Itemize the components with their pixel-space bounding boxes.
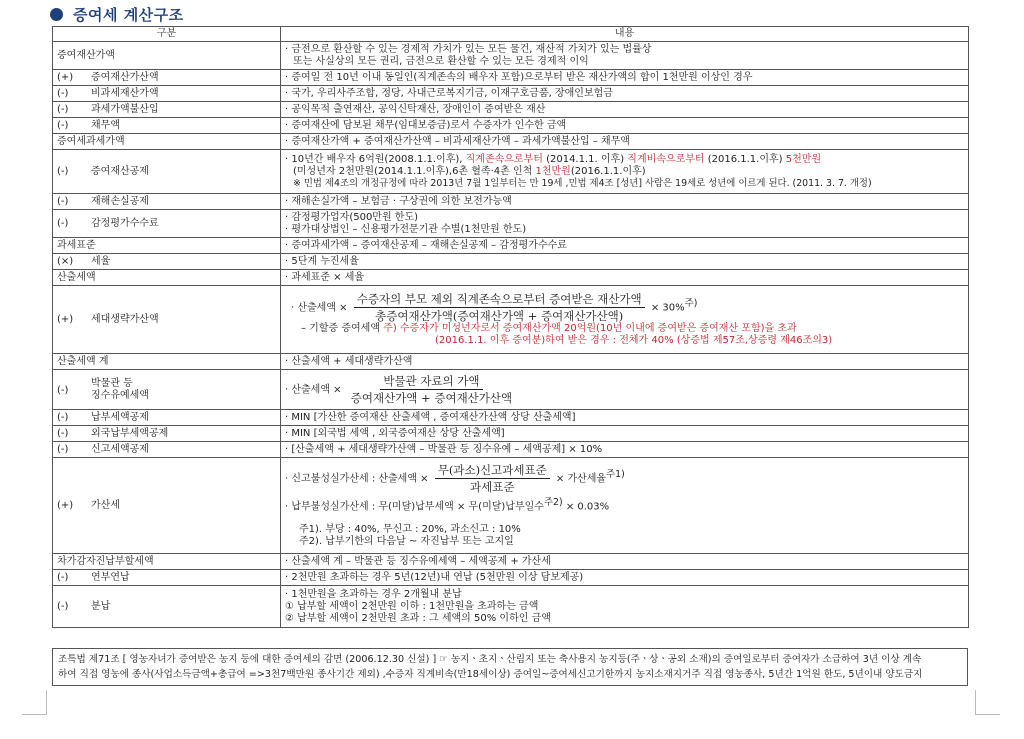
row-label: 가산세: [91, 499, 120, 511]
table-row: [53, 270, 969, 286]
museum-fraction: $\frac{\text{박물관 자료의 가액}}{\text{증여재산가액 + 증여재산가산액}}$: [350, 374, 513, 405]
table-row: [53, 118, 969, 134]
row-label: 산출세액 계: [53, 354, 281, 370]
row-content: · 금전으로 환산할 수 있는 경제적 가치가 있는 모든 물건, 재산적 가치가 있는 법률상 또는 사실상의 모든 권리, 금전으로 환산할 수 있는 모든 경제적 이익: [281, 42, 969, 70]
row-label: 증여재산가산액: [91, 71, 159, 83]
row-label: 증여재산가액: [53, 42, 281, 70]
row-sign: (+): [57, 499, 74, 511]
row-sign: (-): [57, 165, 69, 177]
row-label: 분납: [91, 600, 111, 612]
header-content: 내용: [281, 27, 969, 42]
row-label: 연부연납: [91, 571, 130, 583]
table-row: [53, 150, 969, 194]
row-content: · 감정평가업자(500만원 한도) · 평가대상법인 – 신용평가전문기관 수별(1천만원 한도): [281, 210, 969, 238]
row-label: 채무액: [91, 119, 120, 131]
row-content: · 신고불성실가산세 : 산출세액 × $\frac{\text{무(과소)신고과세표준}}{\text{과세표준}}$ × 가산세율$^{주1)}$ · 납부불성실가산세 : 무(미달)납부세액 × 무(미달)납부일수$^{주2)}$ × 0.03% 주1). 부당 : 40%, 무신고 : 20%, 과소신고 : 10% 주2). 납부기한의 다음날 ~ 자진납부 또는 고지일: [281, 458, 969, 554]
table-row: [53, 210, 969, 238]
row-content: · 산출세액 × $\frac{\text{박물관 자료의 가액}}{\text{증여재산가액 + 증여재산가산액}}$: [281, 370, 969, 410]
footnote-line: 조특법 제71조 [ 영농자녀가 증여받은 농지 등에 대한 증여세의 감면 (2006.12.30 신설) ] ☞ 농지ㆍ초지ㆍ산림지 또는 축사용지 농지등(주ㆍ상ㆍ공외 소재)의 증여일로부터 증여자가 소급하여 3년 이상 계속: [58, 654, 922, 665]
table-row: [53, 442, 969, 458]
row-content: · 1천만원을 초과하는 경우 2개월내 분납 ① 납부할 세액이 2천만원 이하 : 1천만원을 초과하는 금액 ② 납부할 세액이 2천만원 초과 : 그 세액의 50% 이하인 금액: [281, 586, 969, 628]
tax-structure-table: [52, 26, 969, 628]
row-sign: (-): [57, 103, 69, 115]
row-label: 비과세재산가액: [91, 87, 159, 99]
table-row: [53, 410, 969, 426]
section-title: [50, 2, 184, 26]
footnote-box: [52, 648, 968, 686]
row-sign: (-): [57, 443, 69, 455]
table-row: [53, 254, 969, 270]
bullet-icon: [50, 8, 63, 21]
table-row: [53, 70, 969, 86]
row-content: · 증여재산에 담보된 채무(임대보증금)로서 수증자가 인수한 금액: [281, 118, 969, 134]
row-label: 재해손실공제: [91, 195, 149, 207]
row-content: · 증여재산가액 + 증여재산가산액 – 비과세재산가액 – 과세가액불산입 – 채무액: [281, 134, 969, 150]
row-content: · 증여일 전 10년 이내 동일인(직계존속의 배우자 포함)으로부터 받은 재산가액의 합이 1천만원 이상인 경우: [281, 70, 969, 86]
table-row: [53, 238, 969, 254]
row-label: 증여재산공제: [91, 165, 149, 177]
row-content: · 공익목적 출연재산, 공익신탁재산, 장애인이 증여받은 재산: [281, 102, 969, 118]
row-sign: (-): [57, 87, 69, 99]
row-content: · MIN [가산한 증여재산 산출세액 , 증여재산가산액 상당 산출세액]: [281, 410, 969, 426]
row-label: 세대생략가산액: [91, 313, 159, 325]
table-row: [53, 354, 969, 370]
table-row: [53, 426, 969, 442]
table-row: [53, 134, 969, 150]
table-row: [53, 554, 969, 570]
penalty-fraction: $\frac{\text{무(과소)신고과세표준}}{\text{과세표준}}$: [435, 463, 550, 494]
row-sign: (-): [57, 119, 69, 131]
row-content: · 과세표준 × 세율: [281, 270, 969, 286]
table-row: [53, 286, 969, 354]
row-content: · 5단계 누진세율: [281, 254, 969, 270]
page-title: 증여세 계산구조: [73, 5, 184, 24]
row-content: · 재해손실가액 – 보험금 · 구상권에 의한 보전가능액: [281, 194, 969, 210]
row-sign: (×): [57, 255, 74, 267]
row-label: 증여세과세가액: [53, 134, 281, 150]
page-corner-mark: [22, 690, 47, 715]
row-label: 외국납부세액공제: [91, 427, 169, 439]
row-content: · 국가, 우리사주조합, 정당, 사내근로복지기금, 이재구호금품, 장애인보험금: [281, 86, 969, 102]
row-label: 차가감자진납부할세액: [53, 554, 281, 570]
row-content: · MIN [외국법 세액 , 외국증여재산 상당 산출세액]: [281, 426, 969, 442]
row-label: 산출세액: [53, 270, 281, 286]
table-row: [53, 586, 969, 628]
row-content: · 산출세액 + 세대생략가산액: [281, 354, 969, 370]
row-label: 감정평가수수료: [91, 217, 159, 229]
table-row: (-) 박물관 등 징수유예세액 · 산출세액 × $\frac{\text{박물관 자료의 가액}}{\text{증여재산가액 + 증여재산가산액}}$: [53, 370, 969, 410]
row-sign: (-): [57, 217, 69, 229]
row-label: 납부세액공제: [91, 411, 149, 423]
footnote-line: 하여 직접 영농에 종사(사업소득금액+총급여 =>3천7백만원 종사기간 제외) ,수증자 직계비속(만18세이상) 증여일~증여세신고기한까지 농지소재지거주 직접 영농종사, 5년간 1억원 한도, 5년이내 양도금지: [58, 669, 923, 680]
row-sign: (-): [57, 600, 69, 612]
table-header-row: [53, 27, 969, 42]
row-label: 세율: [91, 255, 111, 267]
row-content: · [산출세액 + 세대생략가산액 – 박물관 등 징수유예 – 세액공제] × 10%: [281, 442, 969, 458]
table-row: [53, 86, 969, 102]
table-row: [53, 102, 969, 118]
row-sign: (-): [57, 427, 69, 439]
row-sign: (+): [57, 71, 74, 83]
table-row: [53, 458, 969, 554]
generation-skip-fraction: $\frac{\text{수증자의 부모 제외 직계존속으로부터 증여받은 재산가액}}{\text{총증여재산가액(증여재산가액 + 증여재산가산액)}}$: [354, 292, 645, 323]
row-sign: (-): [57, 571, 69, 583]
row-sign: (-): [57, 411, 69, 423]
header-category: 구분: [53, 27, 281, 42]
row-label: 신고세액공제: [91, 443, 149, 455]
row-label: 과세가액불산입: [91, 103, 159, 115]
row-content: · 산출세액 계 – 박물관 등 징수유예세액 – 세액공제 + 가산세: [281, 554, 969, 570]
row-sign: (-): [57, 384, 69, 396]
row-content: · 10년간 배우자 6억원(2008.1.1.이후), 직계존속으로부터 (2014.1.1. 이후) 직계비속으로부터 (2016.1.1.이후) 5천만원 (미성년자 2천만원(2014.1.1.이후),6촌 혈족·4촌 인척 1천만원(2016.1.1.이후) ※ 민법 제4조의 개정규정에 따라 2013년 7월 1일부터는 만 19세 ,민법 제4조 [성년] 사람은 19세로 성년에 이르게 된다. (2011. 3. 7. 개정): [281, 150, 969, 194]
table-row: [53, 570, 969, 586]
table-row: [53, 194, 969, 210]
row-content: · 증여과세가액 – 증여재산공제 – 재해손실공제 – 감정평가수수료: [281, 238, 969, 254]
row-label: 과세표준: [53, 238, 281, 254]
table-row: [53, 42, 969, 70]
row-content: · 2천만원 초과하는 경우 5년(12년)내 연납 (5천만원 이상 담보제공): [281, 570, 969, 586]
row-sign: (+): [57, 313, 74, 325]
page-corner-mark: [975, 690, 1000, 715]
row-content: · 산출세액 × $\frac{\text{수증자의 부모 제외 직계존속으로부터 증여받은 재산가액}}{\text{총증여재산가액(증여재산가액 + 증여재산가산액)}}$ × 30%$^{주)}$ – 기할증 증여세액 주) 수증자가 미성년자로서 증여재산가액 20억원(10년 이내에 증여받은 증여재산 포함)을 초과 (2016.1.1. 이후 증여분)하여 받은 경우 : 전체가 40% (상증법 제57조,상증령 제46조의3): [281, 286, 969, 354]
row-sign: (-): [57, 195, 69, 207]
